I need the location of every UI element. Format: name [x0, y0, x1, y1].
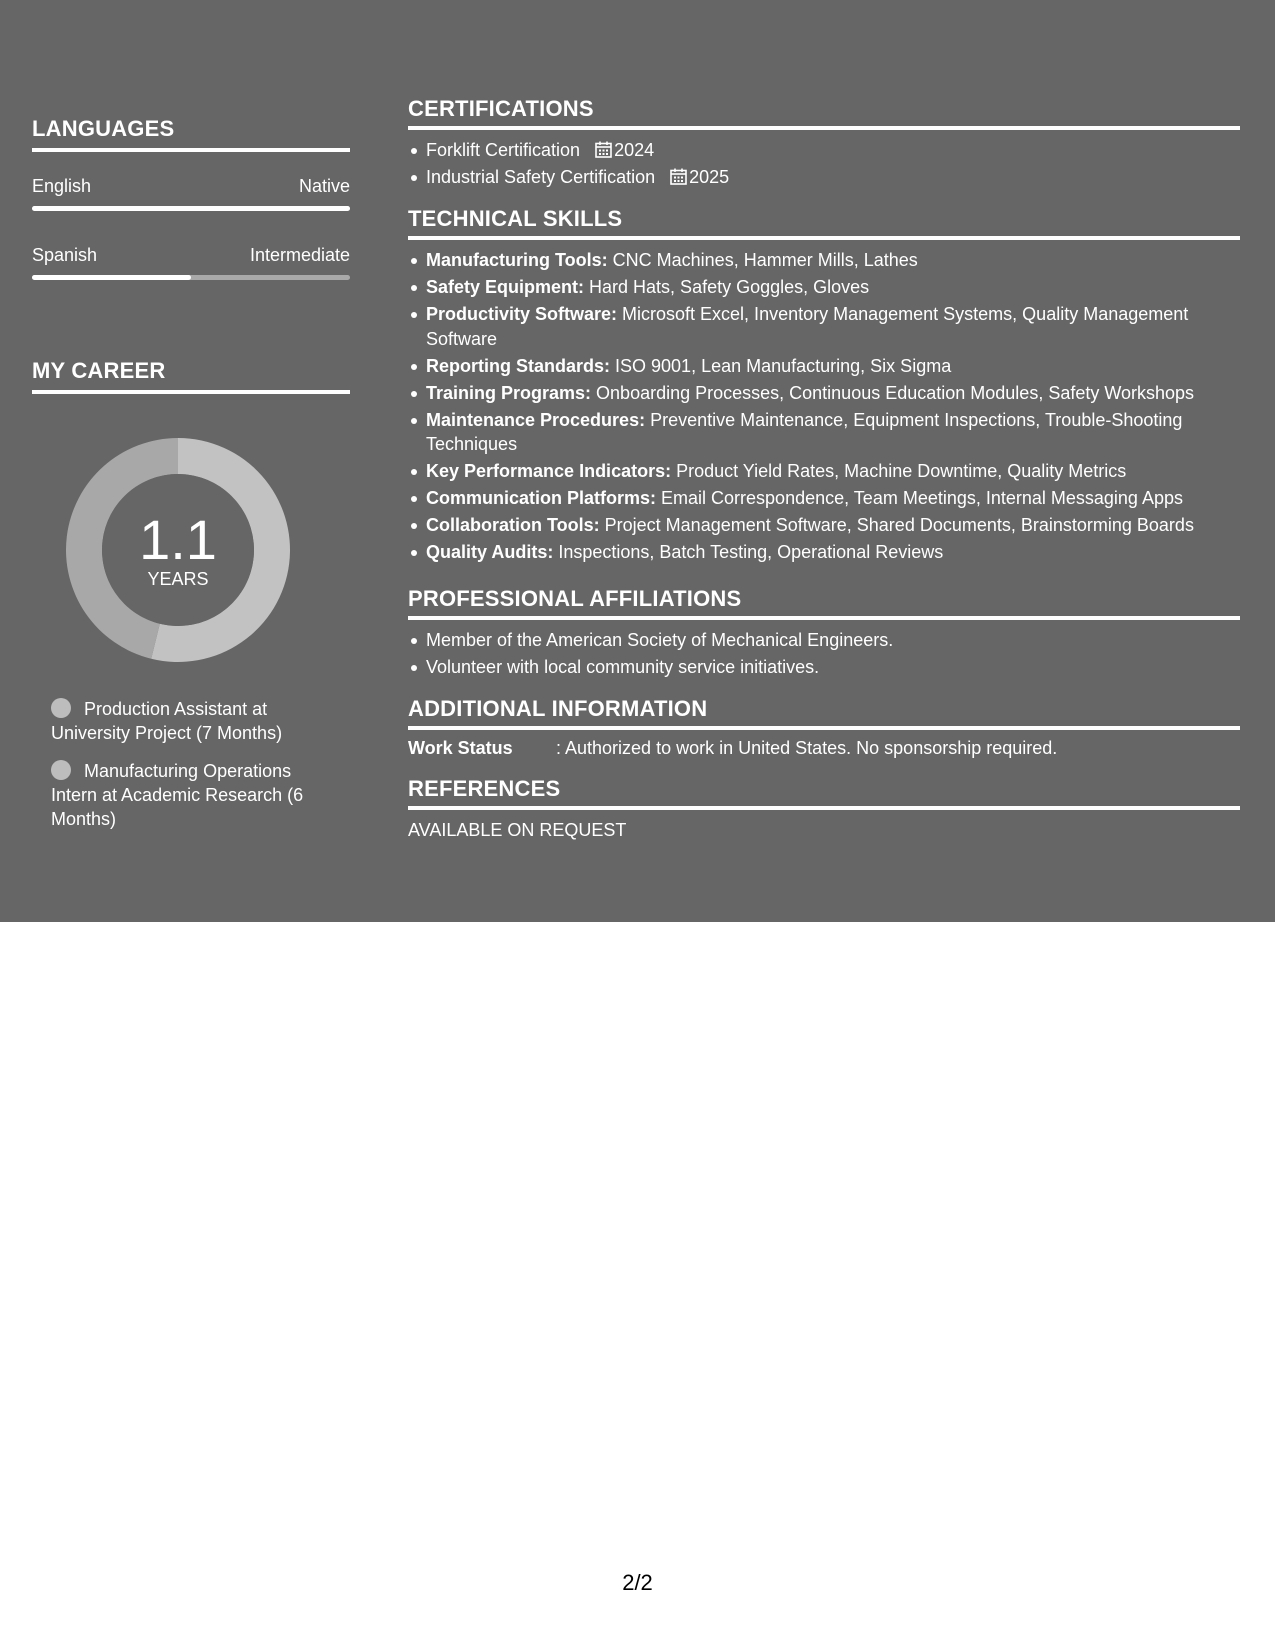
- references-heading: REFERENCES: [408, 776, 1240, 810]
- circle-dot-icon: [51, 698, 71, 718]
- skill-label: Reporting Standards:: [426, 355, 611, 376]
- references-section: [408, 776, 1240, 841]
- career-total-unit: YEARS: [147, 568, 209, 589]
- circle-dot-icon: [51, 760, 71, 780]
- language-item: [32, 245, 350, 280]
- skill-text: ISO 9001, Lean Manufacturing, Six Sigma: [610, 355, 952, 376]
- skill-text: Hard Hats, Safety Goggles, Gloves: [584, 277, 870, 297]
- certification-name: Forklift Certification: [426, 140, 581, 160]
- skill-text: Email Correspondence, Team Meetings, Internal Messaging Apps: [656, 488, 1183, 508]
- career-section: [32, 358, 350, 394]
- affiliations-heading: PROFESSIONAL AFFILIATIONS: [408, 586, 1240, 620]
- skill-label: Safety Equipment:: [426, 277, 585, 297]
- work-status-label: Work Status: [408, 738, 513, 758]
- work-status-row: [408, 738, 1240, 759]
- certifications-list: [408, 138, 1240, 190]
- certification-year: 2025: [689, 167, 730, 187]
- career-total-value: 1.1: [139, 507, 217, 571]
- affiliation-item: Member of the American Society of Mechanical Engineers.: [426, 628, 1240, 653]
- language-name: Spanish: [32, 245, 98, 265]
- skill-text: CNC Machines, Hammer Mills, Lathes: [607, 250, 918, 270]
- skill-item: [426, 302, 1240, 351]
- calendar-icon: [595, 141, 612, 158]
- career-item: [51, 759, 331, 831]
- skill-text: Inspections, Batch Testing, Operational Reviews: [553, 542, 944, 562]
- work-status-value: : Authorized to work in United States. No sponsorship required.: [556, 738, 1058, 758]
- skill-text: Project Management Software, Shared Documents, Brainstorming Boards: [599, 515, 1194, 535]
- career-item-label: Manufacturing Operations Intern at Academic Research (6 Months): [51, 761, 304, 829]
- skill-text: Preventive Maintenance, Equipment Inspections, Trouble-Shooting Techniques: [426, 409, 1183, 454]
- certification-item: [426, 165, 1240, 190]
- skill-item: [426, 354, 1240, 379]
- career-item: [51, 697, 331, 745]
- language-name: English: [32, 176, 92, 196]
- language-level: Intermediate: [249, 245, 350, 265]
- languages-section: [32, 116, 350, 152]
- certification-year: 2024: [614, 140, 655, 160]
- skill-label: Maintenance Procedures:: [426, 409, 646, 430]
- references-text: AVAILABLE ON REQUEST: [408, 820, 627, 840]
- career-item-label: Production Assistant at University Project (7 Months): [51, 699, 283, 743]
- skill-item: [426, 486, 1240, 511]
- skill-text: Onboarding Processes, Continuous Education Modules, Safety Workshops: [591, 382, 1195, 403]
- skill-label: Manufacturing Tools:: [426, 250, 608, 270]
- language-item: [32, 176, 350, 211]
- career-total: [66, 438, 290, 662]
- certifications-heading: CERTIFICATIONS: [408, 96, 1240, 130]
- language-proficiency-fill: [32, 206, 350, 211]
- skill-label: Key Performance Indicators:: [426, 461, 672, 481]
- technical-skills-list: [408, 248, 1240, 565]
- language-level: Native: [298, 176, 350, 196]
- certifications-section: [408, 96, 1240, 192]
- skill-text: Microsoft Excel, Inventory Management Systems, Quality Management Software: [426, 304, 1189, 349]
- language-proficiency-bar: [32, 206, 350, 211]
- skill-item: [426, 459, 1240, 484]
- certification-name: Industrial Safety Certification: [426, 167, 656, 187]
- skill-label: Communication Platforms:: [426, 488, 657, 508]
- skill-label: Training Programs:: [426, 382, 592, 403]
- technical-skills-section: [408, 206, 1240, 567]
- additional-info-heading: ADDITIONAL INFORMATION: [408, 696, 1240, 730]
- skill-item: [426, 381, 1240, 406]
- skill-item: [426, 248, 1240, 273]
- calendar-icon: [670, 168, 687, 185]
- affiliations-section: [408, 586, 1240, 682]
- skill-label: Quality Audits:: [426, 542, 554, 562]
- skill-label: Collaboration Tools:: [426, 515, 600, 535]
- affiliations-list: [408, 628, 1240, 680]
- page-number: 2/2: [622, 1570, 653, 1595]
- affiliation-item: Volunteer with local community service initiatives.: [426, 655, 1240, 680]
- language-proficiency-fill: [32, 275, 191, 280]
- skill-item: [426, 540, 1240, 565]
- skill-item: [426, 408, 1240, 457]
- technical-skills-heading: TECHNICAL SKILLS: [408, 206, 1240, 240]
- additional-info-section: [408, 696, 1240, 759]
- skill-item: [426, 513, 1240, 538]
- skill-text: Product Yield Rates, Machine Downtime, Quality Metrics: [671, 461, 1127, 481]
- languages-heading: LANGUAGES: [32, 116, 350, 152]
- language-proficiency-bar: [32, 275, 350, 280]
- skill-label: Productivity Software:: [426, 304, 618, 324]
- skill-item: [426, 275, 1240, 300]
- certification-item: [426, 138, 1240, 163]
- career-heading: MY CAREER: [32, 358, 350, 394]
